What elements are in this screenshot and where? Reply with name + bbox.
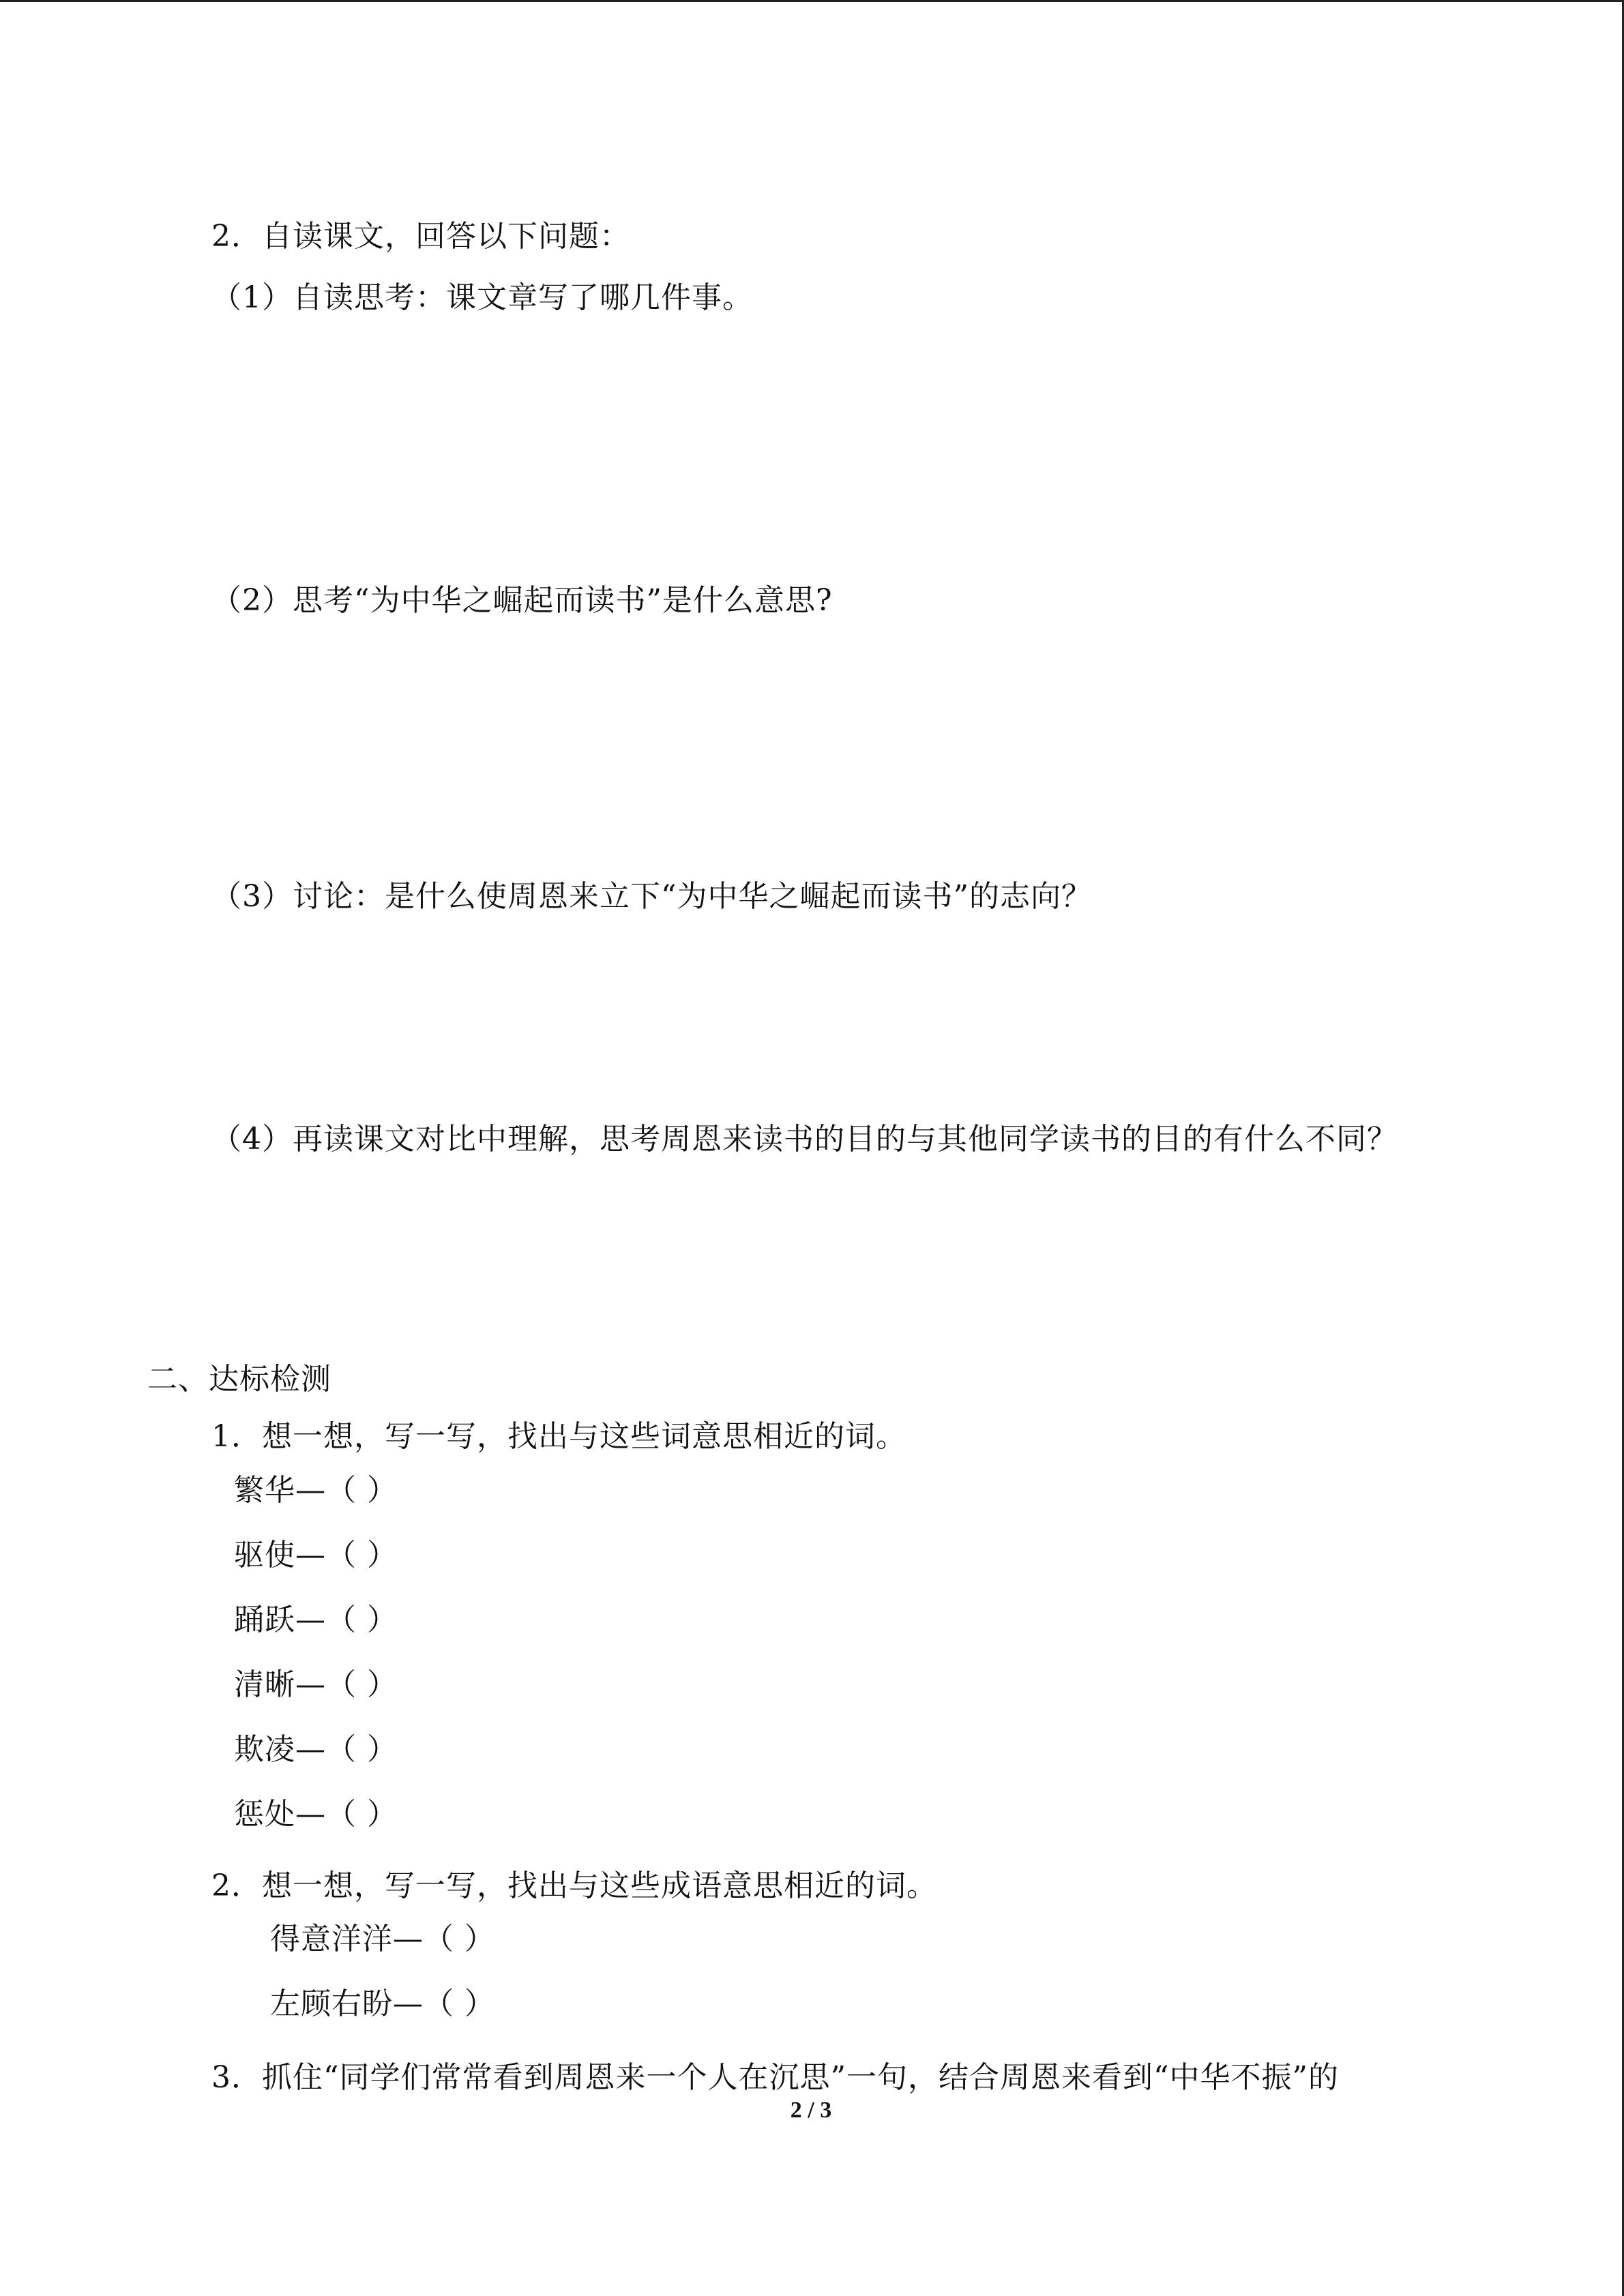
check-question-2: 2．想一想，写一写，找出与这些成语意思相近的词。 [211,1868,937,1903]
idiom-item: 左顾右盼—（ ） [270,1986,495,2021]
synonym-item: 欺凌—（ ） [234,1732,398,1767]
question-2-heading: 2．自读课文，回答以下问题： [211,219,630,254]
sub-question-2: （2）思考“为中华之崛起而读书”是什么意思? [211,583,833,618]
sub-question-1: （1）自读思考：课文章写了哪几件事。 [211,280,753,315]
synonym-item: 惩处—（ ） [234,1797,398,1832]
section-2-heading: 二、达标检测 [147,1362,331,1397]
synonym-item: 驱使—（ ） [234,1538,398,1572]
synonym-item: 繁华—（ ） [234,1473,398,1508]
synonym-item: 踊跃—（ ） [234,1602,398,1637]
check-question-1: 1．想一想，写一写，找出与这些词意思相近的词。 [211,1419,906,1454]
page-number: 2 / 3 [790,2098,832,2123]
synonym-item: 清晰—（ ） [234,1667,398,1702]
sub-question-3: （3）讨论：是什么使周恩来立下“为中华之崛起而读书”的志向？ [211,879,1092,914]
idiom-item: 得意洋洋—（ ） [270,1922,495,1956]
check-question-3: 3．抓住“同学们常常看到周恩来一个人在沉思”一句，结合周恩来看到“中华不振”的 [211,2060,1339,2095]
sub-question-4: （4）再读课文对比中理解，思考周恩来读书的目的与其他同学读书的目的有什么不同？ [211,1122,1398,1157]
